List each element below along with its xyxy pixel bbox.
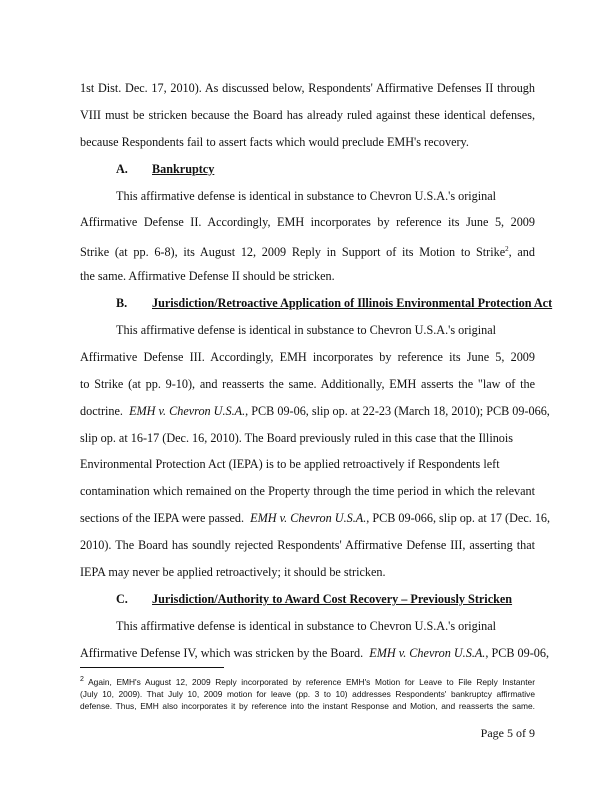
case-citation: EMH v. Chevron U.S.A. [369,645,486,660]
line-text: doctrine. [80,403,123,418]
line-text: Strike (at pp. 6-8), its August 12, 2009 Reply in Support of its Motion to Strike [80,245,506,260]
paragraph-line: slip op. at 16-17 (Dec. 16, 2010). The Board previously ruled in this case that the Illinois [80,430,514,445]
footnote-ref[interactable]: 2 [505,245,509,254]
footnote-line: defense. Thus, EMH also incorporates it by reference into the instant Response and Motion, and reasserts the same. [80,700,535,711]
paragraph-line: Affirmative Defense II. Accordingly, EMH incorporates by reference its June 5, 2009 [80,215,535,230]
paragraph-line: Environmental Protection Act (IEPA) is to be applied retroactively if Respondents left [80,457,500,472]
case-citation: EMH v. Chevron U.S.A. [129,403,246,418]
paragraph-line [80,642,550,669]
line-text: , PCB 09-066, slip op. at 17 (Dec. 16, [366,511,551,526]
paragraph-line: because Respondents fail to assert facts which would preclude EMH's recovery. [80,134,469,149]
paragraph-line: This affirmative defense is identical in substance to Chevron U.S.A.'s original [116,323,497,338]
page-number: Page 5 of 9 [480,726,535,740]
section-letter: B. [116,296,128,311]
case-citation: EMH v. Chevron U.S.A. [250,511,367,526]
line-text: Affirmative Defense IV, which was stricken by the Board. [80,645,364,660]
paragraph-line: contamination which remained on the Property through the time period in which the relevant [80,484,535,499]
paragraph-line: IEPA may never be applied retroactively; it should be stricken. [80,565,386,580]
footnote-divider [80,667,224,668]
paragraph-line: 1st Dist. Dec. 17, 2010). As discussed below, Respondents' Affirmative Defenses II through [80,81,535,95]
paragraph-line: the same. Affirmative Defense II should be stricken. [80,269,335,284]
line-text: , and [508,245,535,260]
footnote-line: (July 10, 2009). That July 10, 2009 motion for leave (pp. 3 to 10) addresses Respondents' bankruptcy affirmative [80,688,535,699]
line-text: , PCB 09-06, [485,645,550,660]
paragraph-line: VIII must be stricken because the Board has already ruled against these identical defenses, [80,107,535,122]
paragraph-line: 2010). The Board has soundly rejected Respondents' Affirmative Defense III, asserting that [80,538,535,553]
paragraph-line: This affirmative defense is identical in substance to Chevron U.S.A.'s original [116,618,497,633]
paragraph-line: Affirmative Defense III. Accordingly, EMH incorporates by reference its June 5, 2009 [80,349,535,364]
section-title: Bankruptcy [152,161,215,176]
footnote-number: 2 [80,676,84,683]
section-title: Jurisdiction/Authority to Award Cost Recovery – Previously Stricken [152,591,513,606]
document-body [80,77,553,669]
line-text: , PCB 09-06, slip op. at 22-23 (March 18, 2010); PCB 09-066, [245,403,550,418]
line-text: Again, EMH's August 12, 2009 Reply incorporated by reference EMH's Motion for Leave to File Reply Instanter [83,676,535,687]
section-heading-c [80,588,535,615]
footnote [80,674,535,712]
section-title: Jurisdiction/Retroactive Application of Illinois Environmental Protection Act [152,296,553,311]
paragraph-line: to Strike (at pp. 9-10), and reasserts the same. Additionally, EMH asserts the "law of the [80,376,535,391]
paragraph-line [80,400,550,427]
footnote-line [80,674,535,688]
paragraph-line: This affirmative defense is identical in substance to Chevron U.S.A.'s original [116,188,497,203]
line-text: sections of the IEPA were passed. [80,511,245,526]
section-letter: C. [116,591,128,606]
paragraph-line [80,507,551,534]
section-heading-a [80,158,535,185]
paragraph-line [80,238,535,265]
section-letter: A. [116,161,128,176]
section-heading-b [80,292,553,319]
